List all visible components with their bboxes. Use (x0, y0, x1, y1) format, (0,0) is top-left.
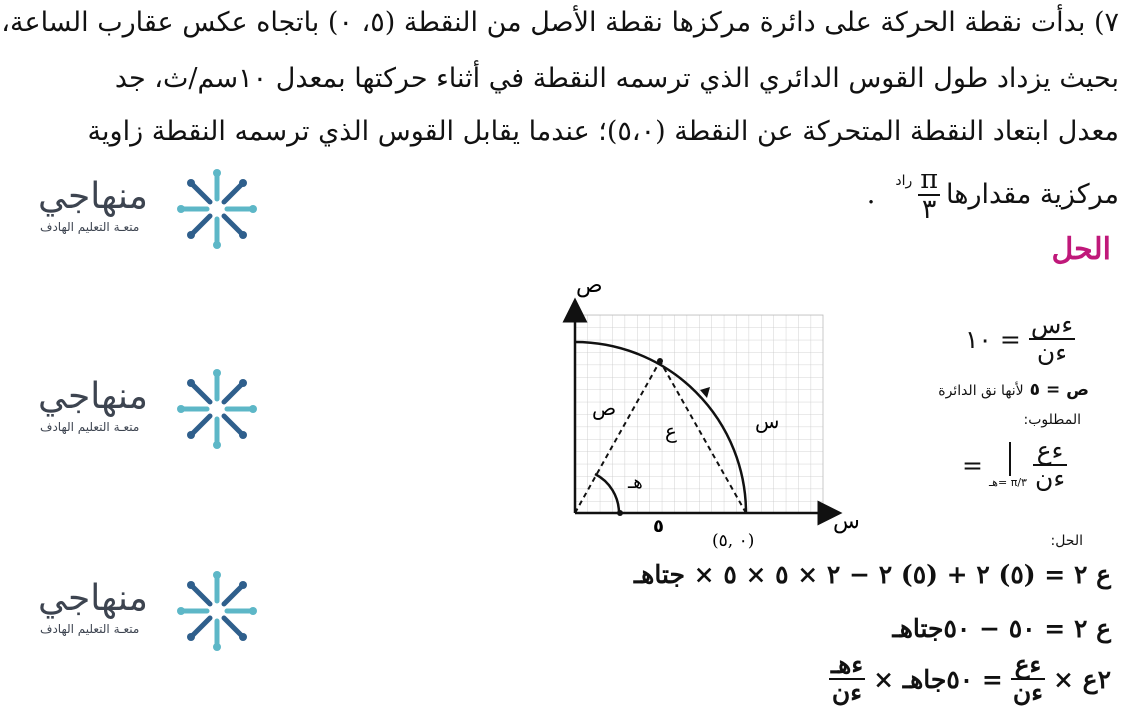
logo-manhaji-2 (38, 372, 263, 452)
logo-tagline: متعـة التعليم الهادف (40, 420, 140, 434)
eq3-num-2: ءهـ (830, 650, 864, 679)
radius-label: ص (592, 396, 617, 420)
rate-value: ١٠ (965, 324, 992, 354)
angle-fraction (918, 166, 940, 225)
solution-label: الحل: (1050, 533, 1083, 549)
angle-unit: راد (895, 173, 913, 189)
logo-tagline: متعـة التعليم الهادف (40, 220, 140, 234)
eq3-den-1: ءن (1012, 678, 1043, 708)
eq3-num-1: ءع (1014, 650, 1042, 679)
problem-line-4 (867, 166, 1119, 225)
logo-flower-icon (176, 368, 258, 450)
eq3-den-2: ءن (831, 678, 863, 708)
logo-flower-icon (176, 570, 258, 652)
eq3-left: ٢ع × (1052, 664, 1111, 694)
point-label: (٠ ,٥) (712, 531, 755, 551)
angle-label: هـ (628, 472, 643, 493)
rate-denominator: ءن (1036, 338, 1068, 368)
chord-label: ع (665, 419, 677, 443)
rate-fraction (1029, 312, 1075, 367)
logo-brand-name: منهاجي (38, 578, 148, 619)
logo-manhaji-1 (38, 172, 263, 252)
solution-heading: الحل (1051, 232, 1111, 267)
logo-brand-name: منهاجي (38, 176, 148, 217)
arc-label: س (755, 409, 780, 433)
circle-sector-figure (540, 270, 870, 555)
logo-manhaji-3 (38, 574, 263, 654)
rate-numerator: ءس (1030, 310, 1074, 339)
radius-equation: ص = ٥ (1029, 380, 1089, 400)
required-subscript: هـ= π/٣ (988, 475, 1027, 489)
required-denominator: ءن (1034, 464, 1066, 494)
required-label: المطلوب: (1023, 412, 1081, 428)
equation-3 (829, 652, 1111, 707)
problem-line-1: ٧) بدأت نقطة الحركة على دائرة مركزها نقطة الأصل من النقطة (٥، ٠) باتجاه عكس عقارب الساعة، (1, 7, 1119, 38)
angle-numerator: π (920, 164, 939, 195)
rate-equation: ١٠ = $\frac{\text{ءس}}{\text{ءن}}$ (965, 310, 1074, 368)
eq3-fraction-2 (829, 652, 865, 707)
equation-2: ع ٢ = ٥٠ − ٥٠جتاهـ (892, 614, 1111, 643)
radius-reason: لأنها نق الدائرة (938, 383, 1024, 399)
problem-line-2: بحيث يزداد طول القوس الدائري الذي ترسمه النقطة في أثناء حركتها بمعدل ١٠سم/ث، جد (114, 63, 1119, 94)
eq3-middle: = ٥٠جاهـ × (873, 664, 1003, 694)
problem-line-3: معدل ابتعاد النقطة المتحركة عن النقطة (٥،٠)؛ عندما يقابل القوس الذي ترسمه النقطة زاوية (87, 116, 1119, 147)
problem-period: . (866, 179, 876, 211)
logo-brand-name: منهاجي (38, 376, 148, 417)
equation-1: ع ٢ = (٥) ٢ + (٥) ٢ − ٢ × ٥ × ٥ × جتاهـ (633, 560, 1111, 589)
logo-tagline: متعـة التعليم الهادف (40, 622, 140, 636)
logo-flower-icon (176, 168, 258, 250)
eq3-fraction-1 (1011, 652, 1045, 707)
angle-denominator: ٣ (921, 194, 937, 226)
tick-label-5: ٥ (653, 516, 664, 537)
required-numerator: ءع (1036, 436, 1064, 465)
x-axis-label: س (833, 509, 860, 534)
problem-line-4-text: مركزية مقدارها (946, 179, 1119, 211)
radius-line-text (938, 380, 1089, 400)
moving-point (657, 358, 663, 364)
required-expression: = هـ= π/٣ $\frac{\text{ءع}}{\text{ءن}}$ (962, 436, 1066, 494)
required-fraction (1033, 438, 1067, 493)
y-axis-label: ص (576, 273, 603, 298)
